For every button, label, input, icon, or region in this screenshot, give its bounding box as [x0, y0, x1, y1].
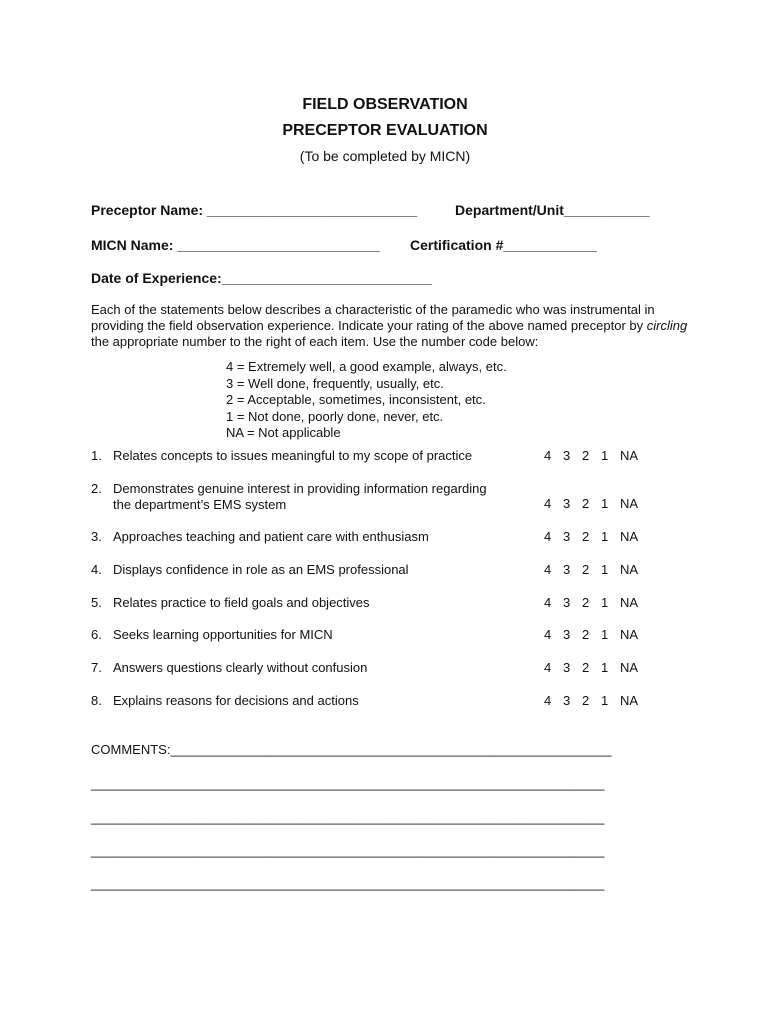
comments-line[interactable]: _______________________________________________________________________	[91, 810, 605, 825]
rating-na[interactable]: NA	[620, 627, 639, 642]
rating-na[interactable]: NA	[620, 496, 639, 511]
rating-1[interactable]: 1	[601, 562, 609, 577]
rating-code-3: 3 = Well done, frequently, usually, etc.	[226, 375, 444, 391]
rating-2[interactable]: 2	[582, 627, 590, 642]
department-unit-field[interactable]: Department/Unit___________	[455, 202, 650, 218]
rating-na[interactable]: NA	[620, 595, 639, 610]
rating-2[interactable]: 2	[582, 448, 590, 463]
rating-2[interactable]: 2	[582, 562, 590, 577]
rating-na[interactable]: NA	[620, 562, 639, 577]
item-number: 4.	[91, 562, 102, 577]
rating-na[interactable]: NA	[620, 529, 639, 544]
rating-2[interactable]: 2	[582, 595, 590, 610]
item-text: Approaches teaching and patient care with enthusiasm	[113, 529, 429, 544]
rating-2[interactable]: 2	[582, 529, 590, 544]
item-text-continued: the department’s EMS system	[113, 497, 287, 512]
preceptor-name-field[interactable]: Preceptor Name: ___________________________	[91, 202, 418, 218]
instructions-emphasis: circling	[646, 318, 688, 333]
comments-line[interactable]: _______________________________________________________________________	[91, 876, 605, 891]
instructions-paragraph: Each of the statements below describes a characteristic of the paramedic who was instrumental in providing the field observation experience. Indicate your rating of the above named preceptor by circling the appropriate number to the right of each item. Use the number code below:	[91, 302, 688, 349]
item-number: 7.	[91, 660, 102, 675]
subtitle: (To be completed by MICN)	[299, 148, 471, 164]
item-text: Displays confidence in role as an EMS professional	[113, 562, 409, 577]
rating-na[interactable]: NA	[620, 693, 639, 708]
rating-3[interactable]: 3	[563, 627, 571, 642]
rating-1[interactable]: 1	[601, 693, 609, 708]
rating-code-na: NA = Not applicable	[226, 425, 341, 440]
rating-1[interactable]: 1	[601, 529, 609, 544]
rating-4[interactable]: 4	[544, 627, 552, 642]
rating-1[interactable]: 1	[601, 627, 609, 642]
rating-code-4: 4 = Extremely well, a good example, always, etc.	[226, 359, 507, 374]
rating-2[interactable]: 2	[582, 693, 590, 708]
rating-3[interactable]: 3	[563, 660, 571, 675]
rating-4[interactable]: 4	[544, 529, 552, 544]
rating-3[interactable]: 3	[563, 693, 571, 708]
rating-4[interactable]: 4	[544, 595, 552, 610]
item-text: Relates practice to field goals and objectives	[113, 595, 370, 610]
comments-line[interactable]: _______________________________________________________________________	[91, 843, 605, 858]
rating-na[interactable]: NA	[620, 660, 639, 675]
rating-2[interactable]: 2	[582, 496, 590, 511]
rating-3[interactable]: 3	[563, 448, 571, 463]
item-number: 6.	[91, 627, 102, 642]
rating-code-2: 2 = Acceptable, sometimes, inconsistent, etc.	[226, 392, 486, 407]
item-text: Answers questions clearly without confusion	[113, 660, 368, 675]
item-text: Explains reasons for decisions and actions	[113, 693, 359, 708]
rating-3[interactable]: 3	[563, 529, 571, 544]
date-of-experience-field[interactable]: Date of Experience:___________________________	[91, 270, 432, 286]
rating-na[interactable]: NA	[620, 448, 639, 463]
rating-3[interactable]: 3	[563, 562, 571, 577]
rating-1[interactable]: 1	[601, 660, 609, 675]
rating-4[interactable]: 4	[544, 448, 552, 463]
title-line-2: PRECEPTOR EVALUATION	[282, 122, 488, 139]
item-text: Demonstrates genuine interest in providing information regarding	[113, 481, 487, 496]
item-number: 8.	[91, 693, 102, 708]
comments-field[interactable]: COMMENTS:_____________________________________________________________	[91, 742, 612, 757]
micn-name-field[interactable]: MICN Name: __________________________	[91, 237, 380, 253]
rating-1[interactable]: 1	[601, 448, 609, 463]
item-number: 1.	[91, 448, 102, 463]
rating-3[interactable]: 3	[563, 595, 571, 610]
item-number: 5.	[91, 595, 102, 610]
rating-1[interactable]: 1	[601, 595, 609, 610]
rating-code-1: 1 = Not done, poorly done, never, etc.	[226, 408, 444, 424]
rating-1[interactable]: 1	[601, 496, 609, 511]
rating-code-list	[226, 359, 507, 442]
item-number: 2.	[91, 481, 102, 496]
item-text: Relates concepts to issues meaningful to my scope of practice	[113, 448, 473, 463]
rating-4[interactable]: 4	[544, 496, 552, 511]
rating-4[interactable]: 4	[544, 660, 552, 675]
rating-2[interactable]: 2	[582, 660, 590, 675]
rating-4[interactable]: 4	[544, 693, 552, 708]
rating-4[interactable]: 4	[544, 562, 552, 577]
certification-field[interactable]: Certification #____________	[410, 237, 597, 253]
item-number: 3.	[91, 529, 102, 544]
rating-3[interactable]: 3	[563, 496, 571, 511]
item-text: Seeks learning opportunities for MICN	[113, 627, 333, 642]
title-line-1: FIELD OBSERVATION	[302, 96, 468, 113]
comments-line[interactable]: _______________________________________________________________________	[91, 776, 605, 791]
